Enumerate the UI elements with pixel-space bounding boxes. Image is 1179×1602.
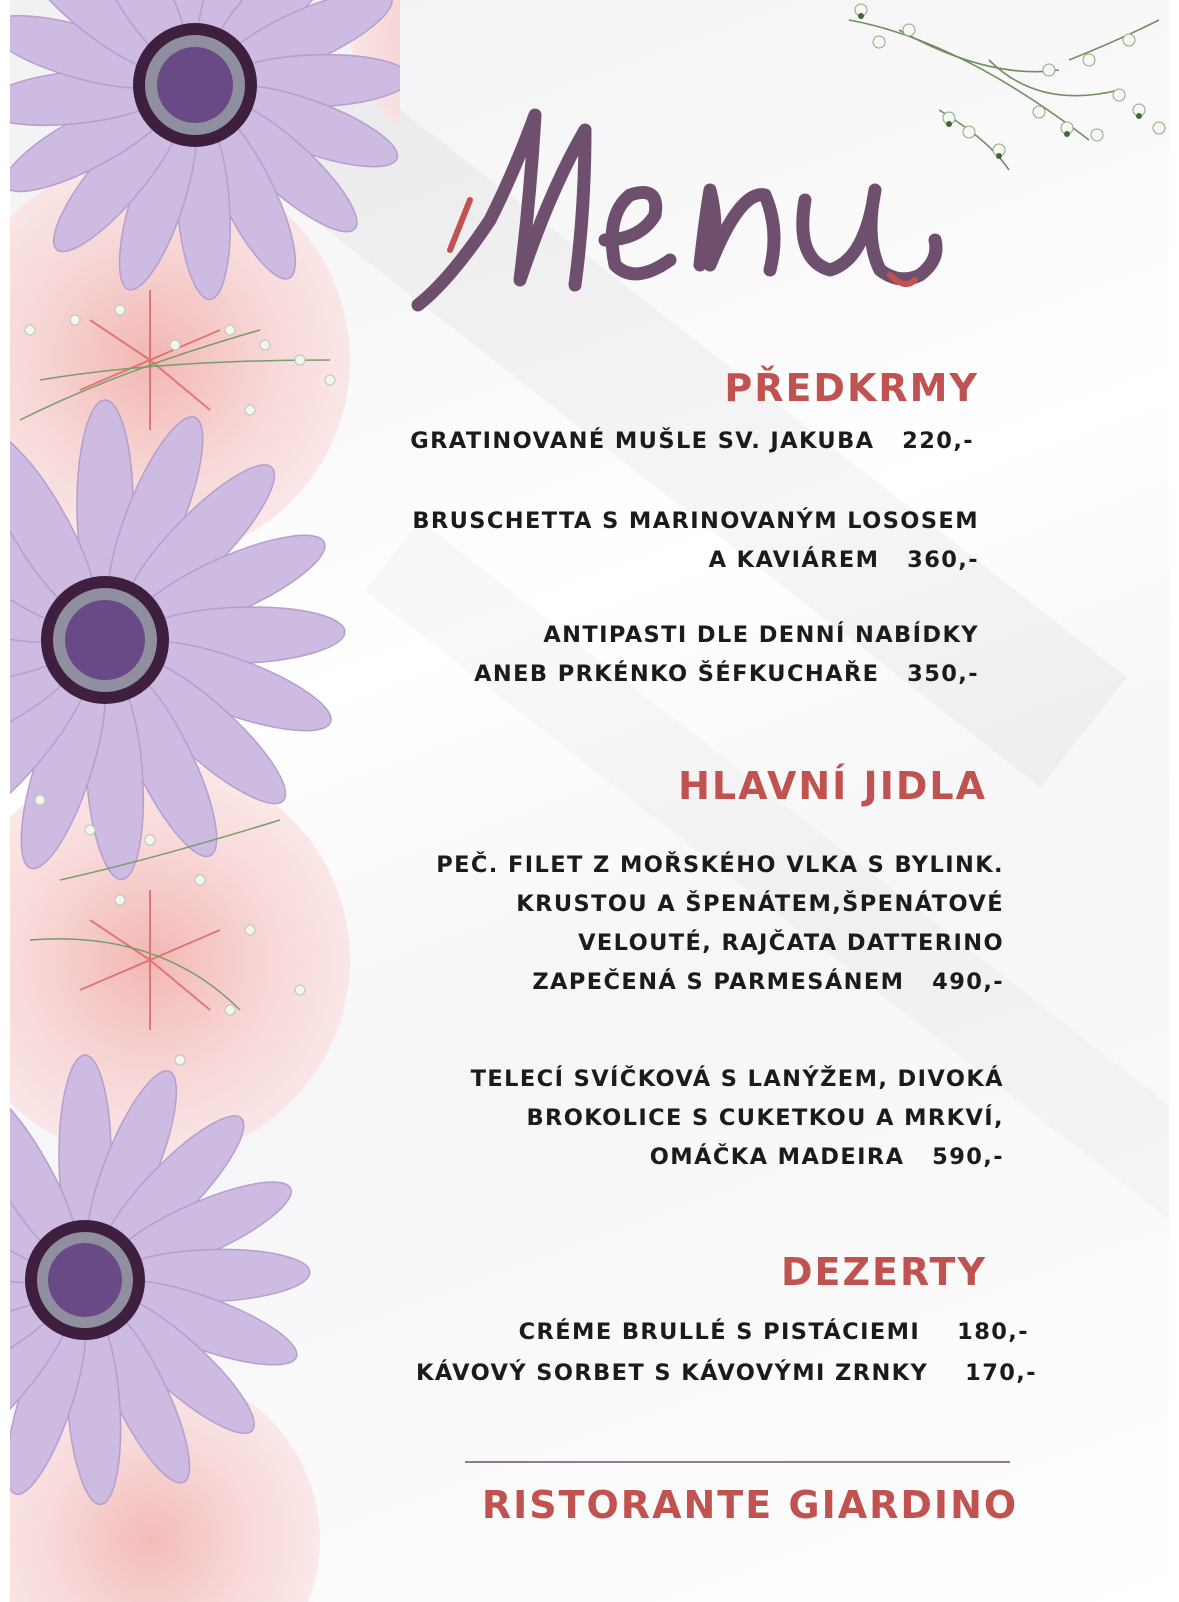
menu-item: CRÉME BRULLÉ S PISTÁCIEMI 180,- [518,1319,1029,1345]
menu-title-lettering [410,90,970,330]
page-edge [0,0,10,1602]
menu-item: TELECÍ SVÍČKOVÁ S LANÝŽEM, DIVOKÁ BROKOLICE S CUKETKOU A MRKVÍ, OMÁČKA MADEIRA 590,- [470,1066,1004,1170]
purple-daisy-icon [0,0,400,1506]
floral-border [0,0,400,1602]
section-heading-dezerty: DEZERTY [780,1250,987,1294]
restaurant-name: RISTORANTE GIARDINO [481,1483,1019,1527]
menu-item: GRATINOVANÉ MUŠLE SV. JAKUBA 220,- [410,428,974,454]
divider [465,1461,1010,1463]
page-edge [1169,0,1179,1602]
menu-item: BRUSCHETTA S MARINOVANÝM LOSOSEM A KAVIÁREM 360,- [412,508,979,573]
menu-item: PEČ. FILET Z MOŘSKÉHO VLKA S BYLINK. KRUSTOU A ŠPENÁTEM,ŠPENÁTOVÉ VELOUTÉ, RAJČATA DATTERINO ZAPEČENÁ S PARMESÁNEM 490,- [436,852,1004,995]
section-heading-hlavni-jidla: HLAVNÍ JIDLA [678,764,987,808]
menu-item: ANTIPASTI DLE DENNÍ NABÍDKY ANEB PRKÉNKO ŠÉFKUCHAŘE 350,- [474,622,979,687]
menu-title [410,90,970,330]
menu-item: KÁVOVÝ SORBET S KÁVOVÝMI ZRNKY 170,- [416,1360,1037,1386]
section-heading-predkrmy: PŘEDKRMY [724,366,979,410]
